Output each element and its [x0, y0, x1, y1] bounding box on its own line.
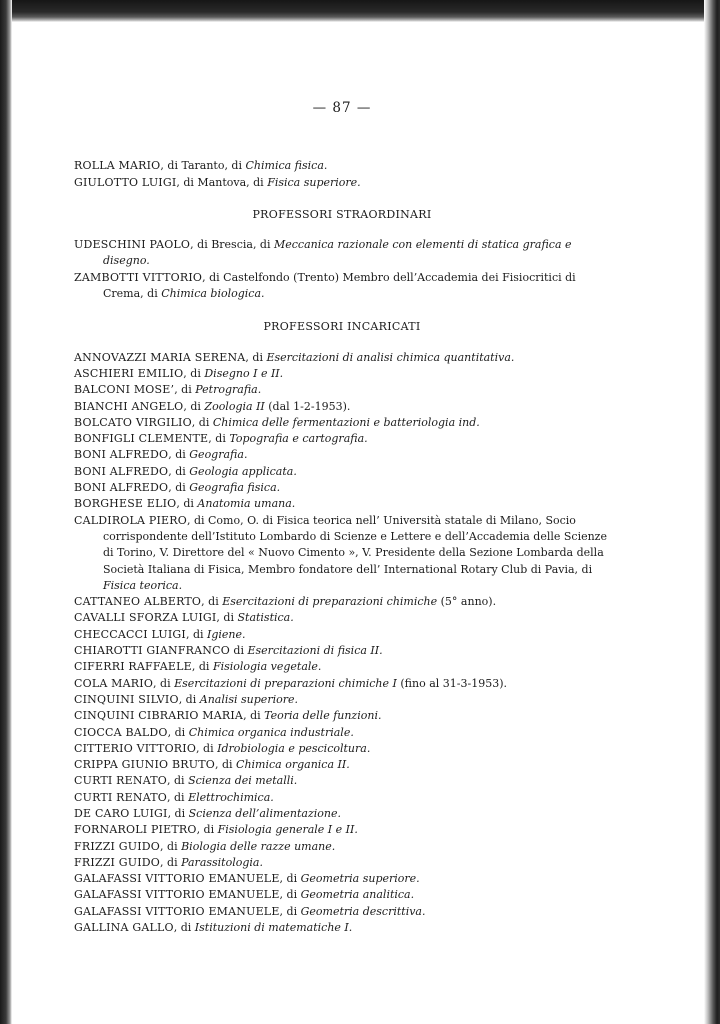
straordinari-list — [74, 237, 610, 302]
list-item — [74, 366, 610, 382]
list-item — [74, 382, 610, 398]
list-item — [74, 496, 610, 512]
entry-subject: Igiene. — [207, 627, 246, 641]
entry-subject: Chimica delle fermentazioni e batteriologia ind. — [212, 415, 480, 429]
entry-text: , di — [279, 872, 301, 886]
list-item — [74, 610, 610, 626]
entry-subject: Analisi superiore. — [199, 692, 298, 706]
entry-subject: Geografia. — [189, 448, 248, 462]
list-item — [74, 627, 610, 643]
entry-name: CIOCCA BALDO — [74, 725, 168, 739]
entry-name: BIANCHI ANGELO — [74, 399, 184, 413]
entry-text: , di — [174, 383, 196, 397]
list-item — [74, 920, 610, 936]
list-item — [74, 725, 610, 741]
entry-text: , di — [279, 904, 301, 918]
entry-subject: Chimica organica industriale. — [188, 725, 354, 739]
list-item — [74, 431, 610, 447]
entry-name: BONFIGLI CLEMENTE — [74, 432, 209, 446]
entry-subject: Petrografia. — [195, 383, 262, 397]
list-item — [74, 839, 610, 855]
entry-text: , di — [160, 839, 182, 853]
entry-subject: Geologia applicata. — [189, 464, 297, 478]
list-item — [74, 887, 610, 903]
list-item — [74, 270, 610, 303]
entry-name: GALAFASSI VITTORIO EMANUELE — [74, 904, 280, 918]
entry-name: BALCONI MOSE’ — [74, 383, 175, 397]
list-item — [74, 806, 610, 822]
entry-name: BORGHESE ELIO — [74, 497, 177, 511]
entry-subject: Geometria analitica. — [300, 888, 415, 902]
entry-subject: Fisiologia vegetale. — [212, 660, 322, 674]
entry-subject: Elettrochimica. — [188, 790, 274, 804]
list-item — [74, 855, 610, 871]
list-item — [74, 757, 610, 773]
entry-text: , di — [191, 415, 213, 429]
entry-subject: Disegno I e II. — [204, 366, 284, 380]
list-item — [74, 447, 610, 463]
entry-text: , di — [160, 855, 182, 869]
entry-text: , di — [153, 676, 175, 690]
list-item — [74, 480, 610, 496]
incaricati-list — [74, 350, 610, 937]
entry-text: , di — [167, 774, 189, 788]
entry-subject: Anatomia umana. — [197, 497, 296, 511]
entry-name: BONI ALFREDO — [74, 448, 169, 462]
entry-subject: Istituzioni di matematiche I. — [194, 921, 353, 935]
entry-text: , di — [191, 660, 213, 674]
entry-subject: Fisica superiore. — [267, 175, 361, 189]
entry-tail: (fino al 31-3-1953). — [396, 676, 507, 690]
entry-subject: Parassitologia. — [181, 855, 263, 869]
entry-name: CITTERIO VITTORIO — [74, 741, 197, 755]
document-page — [74, 100, 610, 936]
list-item — [74, 643, 610, 659]
entry-text: , di — [208, 432, 230, 446]
entry-name: CATTANEO ALBERTO — [74, 595, 202, 609]
entry-name: FRIZZI GUIDO — [74, 855, 161, 869]
scan-left-edge — [0, 0, 12, 1024]
entry-subject: Esercitazioni di preparazioni chimiche I — [174, 676, 397, 690]
entry-name: BONI ALFREDO — [74, 464, 169, 478]
page-number: — 87 — — [312, 100, 372, 116]
entry-name: CINQUINI SILVIO — [74, 692, 179, 706]
entry-name: CAVALLI SFORZA LUIGI — [74, 611, 217, 625]
entry-name: COLA MARIO — [74, 676, 154, 690]
entry-text: , di — [214, 758, 237, 772]
entry-name: GIULOTTO LUIGI — [74, 175, 177, 189]
entry-text: , di — [196, 741, 218, 755]
list-item — [74, 871, 610, 887]
entry-text: , di — [245, 350, 267, 364]
entry-text: di — [229, 644, 248, 658]
list-item — [74, 175, 610, 191]
entry-text: , di — [216, 611, 238, 625]
entry-text: , di — [183, 399, 205, 413]
section-heading-incaricati: PROFESSORI INCARICATI — [263, 320, 421, 334]
list-item — [74, 773, 610, 789]
entry-text: , di — [173, 921, 195, 935]
entry-subject: Biologia delle razze umane. — [181, 839, 336, 853]
entry-name: BOLCATO VIRGILIO — [74, 415, 192, 429]
entry-name: DE CARO LUIGI — [74, 806, 168, 820]
list-item — [74, 158, 610, 174]
list-item — [74, 741, 610, 757]
entry-subject: Idrobiologia e pescicoltura. — [217, 741, 371, 755]
entry-subject: Chimica organica II. — [236, 758, 350, 772]
entry-text: , di Brescia, di — [190, 238, 274, 252]
entry-subject: Scienza dell’alimentazione. — [188, 806, 341, 820]
list-item — [74, 822, 610, 838]
top-entries — [74, 158, 610, 191]
entry-tail: (5° anno). — [437, 595, 497, 609]
entry-subject: Geometria descrittiva. — [300, 904, 426, 918]
entry-text: , di — [178, 692, 200, 706]
entry-text: , di — [167, 790, 189, 804]
entry-subject: Topografia e cartografia. — [229, 432, 368, 446]
list-item — [74, 790, 610, 806]
entry-text: , di — [279, 888, 301, 902]
entry-subject: Statistica. — [237, 611, 294, 625]
entry-name: GALLINA GALLO — [74, 921, 174, 935]
entry-text: , di — [168, 481, 190, 495]
list-item — [74, 237, 610, 270]
list-item — [74, 350, 610, 366]
entry-text: , di — [167, 725, 189, 739]
scan-top-edge — [0, 0, 720, 22]
entry-text: , di Castelfondo (Trento) Membro dell’Accademia dei Fisiocritici di Crema, di — [103, 270, 576, 301]
entry-text: , di — [196, 823, 218, 837]
entry-subject: Fisiologia generale I e II. — [217, 823, 358, 837]
entry-subject: Geometria superiore. — [300, 872, 420, 886]
entry-subject: Teoria delle funzioni. — [264, 709, 382, 723]
list-item — [74, 692, 610, 708]
entry-name: CURTI RENATO — [74, 774, 167, 788]
entry-name: CINQUINI CIBRARIO MARIA — [74, 709, 244, 723]
list-item — [74, 676, 610, 692]
entry-name: CHIAROTTI GIANFRANCO — [74, 644, 230, 658]
entry-name: CHECCACCI LUIGI — [74, 627, 186, 641]
entry-name: ASCHIERI EMILIO — [74, 366, 184, 380]
entry-text: , di Taranto, di — [160, 159, 246, 173]
entry-name: CALDIROLA PIERO — [74, 513, 187, 527]
entry-subject: Esercitazioni di preparazioni chimiche — [222, 595, 438, 609]
entry-name: ROLLA MARIO — [74, 159, 161, 173]
entry-name: CRIPPA GIUNIO BRUTO — [74, 758, 215, 772]
entry-text: , di — [168, 464, 190, 478]
entry-name: CURTI RENATO — [74, 790, 167, 804]
entry-text: , di — [168, 448, 190, 462]
entry-subject: Chimica fisica. — [245, 159, 328, 173]
list-item — [74, 659, 610, 675]
list-item — [74, 594, 610, 610]
scan-right-edge — [704, 0, 720, 1024]
entry-subject: Zoologia II — [204, 399, 265, 413]
entry-text: , di — [176, 497, 198, 511]
entry-text: , di — [201, 595, 223, 609]
list-item — [74, 904, 610, 920]
entry-subject: Meccanica razionale con elementi di statica grafica e disegno. — [103, 238, 572, 268]
entry-name: GALAFASSI VITTORIO EMANUELE — [74, 888, 280, 902]
entry-text: , di — [167, 806, 189, 820]
entry-subject: Scienza dei metalli. — [188, 774, 298, 788]
entry-name: GALAFASSI VITTORIO EMANUELE — [74, 872, 280, 886]
entry-name: BONI ALFREDO — [74, 481, 169, 495]
entry-name: FRIZZI GUIDO — [74, 839, 161, 853]
entry-subject: Geografia fisica. — [189, 481, 281, 495]
entry-name: CIFERRI RAFFAELE — [74, 660, 192, 674]
entry-subject: Esercitazioni di fisica II. — [247, 644, 383, 658]
entry-tail: (dal 1-2-1953). — [264, 399, 351, 413]
entry-name: FORNAROLI PIETRO — [74, 823, 197, 837]
entry-name: UDESCHINI PAOLO — [74, 238, 191, 252]
list-item — [74, 708, 610, 724]
entry-text: , di — [183, 366, 205, 380]
entry-text: , di — [185, 627, 208, 641]
entry-text: , di Como, O. di Fisica teorica nell’ Università statale di Milano, Socio corrispondente dell’Istituto Lombardo di Scienze e Lettere e dell’Accademia delle Scienze di Torino, V. Direttore del « Nuovo Cimento », V. Presidente della Sezione Lombarda della Società Italiana di Fisica, Membro fondatore dell’ International Rotary Club di Pavia, di — [103, 513, 607, 576]
entry-text: , di — [243, 709, 265, 723]
list-item — [74, 399, 610, 415]
list-item — [74, 513, 610, 594]
entry-name: ZAMBOTTI VITTORIO — [74, 270, 203, 284]
entry-text: , di Mantova, di — [176, 175, 268, 189]
list-item — [74, 464, 610, 480]
entry-subject: Esercitazioni di analisi chimica quantitativa. — [266, 350, 515, 364]
section-heading-straordinari: PROFESSORI STRAORDINARI — [252, 207, 432, 221]
list-item — [74, 415, 610, 431]
entry-subject: Chimica biologica. — [161, 287, 265, 301]
entry-name: ANNOVAZZI MARIA SERENA — [74, 350, 246, 364]
entry-subject: Fisica teorica. — [103, 578, 183, 592]
